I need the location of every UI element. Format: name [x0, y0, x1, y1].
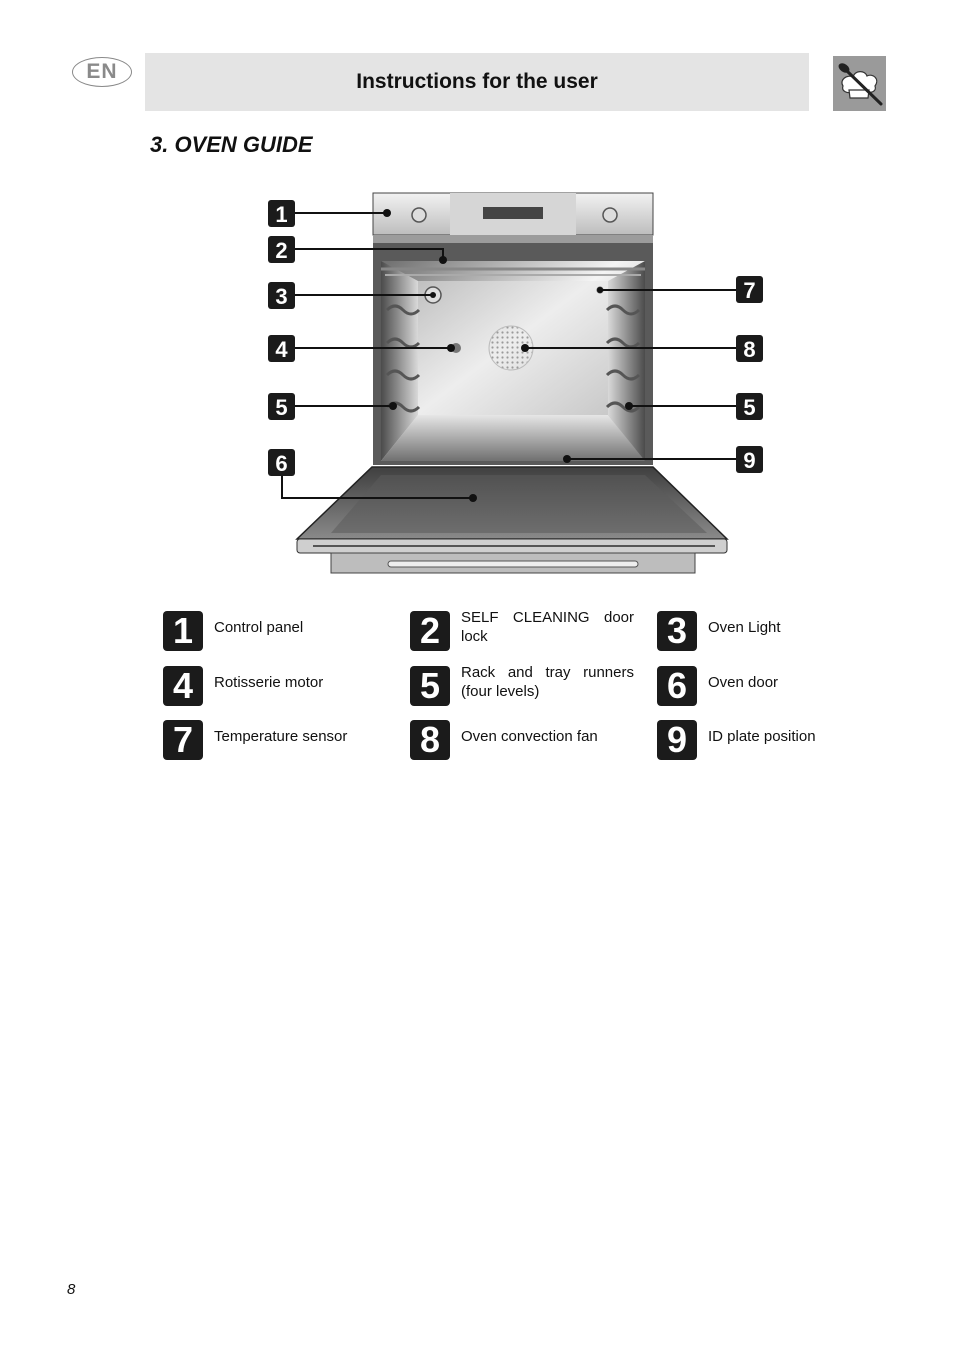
legend-label: Temperature sensor — [214, 728, 348, 745]
svg-text:7: 7 — [743, 278, 756, 303]
section-title: 3. OVEN GUIDE — [150, 132, 313, 157]
legend-item-2 — [410, 608, 640, 650]
svg-text:5: 5 — [275, 395, 288, 420]
legend-number: 8 — [410, 720, 450, 760]
callout-right-9 — [736, 446, 763, 473]
svg-text:2: 2 — [275, 238, 288, 263]
svg-text:3: 3 — [275, 284, 288, 309]
chef-hat-spoon-icon — [833, 56, 886, 111]
legend-number: 7 — [163, 720, 203, 760]
legend-number: 6 — [657, 666, 697, 706]
svg-text:4: 4 — [275, 337, 288, 362]
language-badge: EN — [72, 57, 132, 87]
legend-number: 1 — [163, 611, 203, 651]
callout-left-1 — [268, 200, 295, 227]
page-number: 8 — [67, 1281, 76, 1298]
callout-left-3 — [268, 282, 295, 309]
svg-text:6: 6 — [275, 451, 288, 476]
knob-right-icon — [603, 208, 617, 222]
callout-left-5 — [268, 393, 295, 420]
callout-left-4 — [268, 335, 295, 362]
oven-diagram — [255, 185, 775, 580]
svg-text:1: 1 — [275, 202, 288, 227]
page-title: Instructions for the user — [356, 70, 598, 93]
legend-number: 9 — [657, 720, 697, 760]
legend-item-9 — [657, 717, 847, 759]
legend-item-3 — [657, 608, 847, 650]
callout-left-6 — [268, 449, 295, 476]
legend-label: Oven door — [708, 674, 779, 691]
legend-number: 5 — [410, 666, 450, 706]
legend-item-1 — [163, 608, 363, 650]
legend-number: 2 — [410, 611, 450, 651]
legend-label: Oven convection fan — [461, 728, 598, 745]
callout-right-7 — [736, 276, 763, 303]
svg-text:5: 5 — [743, 395, 756, 420]
legend-label: Oven Light — [708, 619, 781, 636]
legend-number: 4 — [163, 666, 203, 706]
legend-label: SELF CLEANING door lock — [461, 609, 634, 645]
svg-text:9: 9 — [743, 448, 756, 473]
callout-right-5 — [736, 393, 763, 420]
legend-item-5 — [410, 663, 640, 705]
legend-label: Rack and tray runners (four levels) — [461, 664, 634, 700]
legend-number: 3 — [657, 611, 697, 651]
legend-item-7 — [163, 717, 363, 759]
legend-label: Rotisserie motor — [214, 674, 324, 691]
svg-text:8: 8 — [743, 337, 756, 362]
legend-label: ID plate position — [708, 728, 816, 745]
legend-item-8 — [410, 717, 640, 759]
knob-left-icon — [412, 208, 426, 222]
legend-item-6 — [657, 663, 847, 705]
callout-left-2 — [268, 236, 295, 263]
callout-right-8 — [736, 335, 763, 362]
legend-label: Control panel — [214, 619, 304, 636]
header-bar — [145, 53, 809, 111]
legend-item-4 — [163, 663, 363, 705]
